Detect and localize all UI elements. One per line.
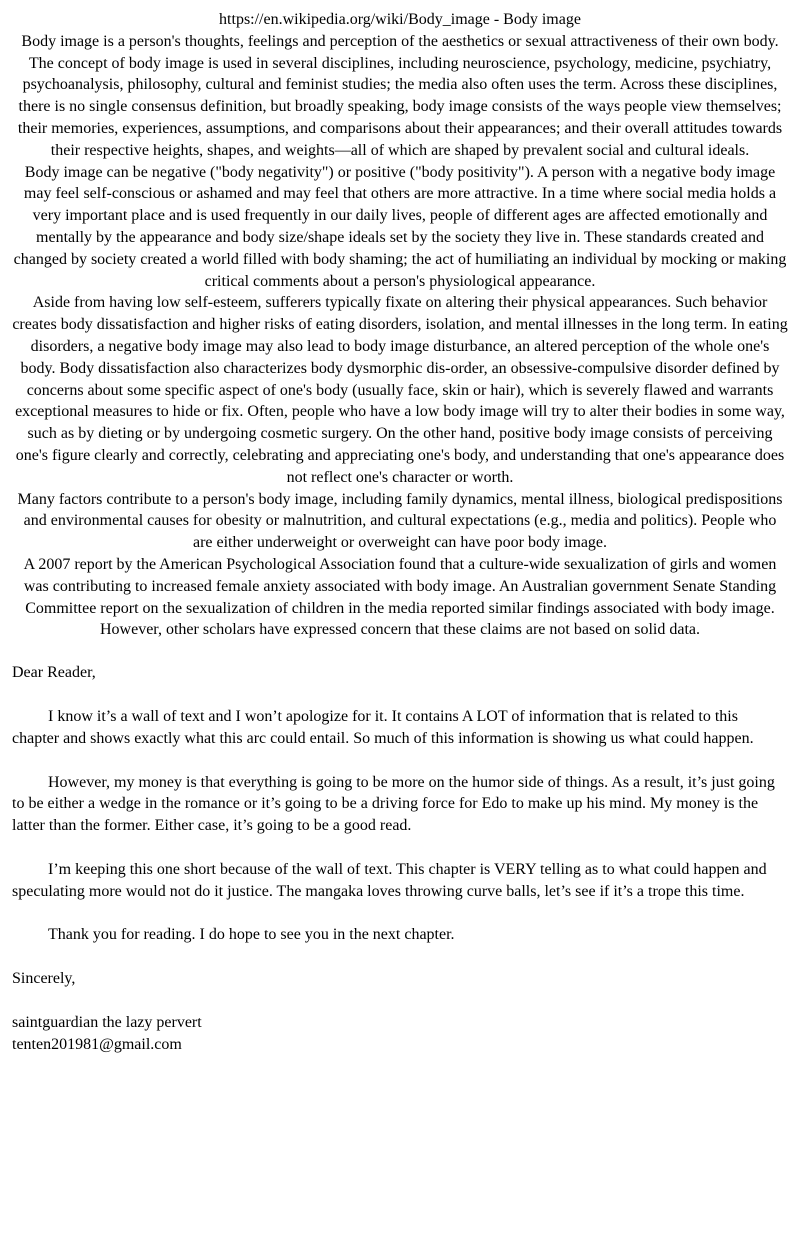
article-paragraph: Body image can be negative ("body negativity") or positive ("body positivity"). A person with a negative body image may feel self-conscious or ashamed and may feel that others are more attractive. In a time where social media holds a very important place and is used frequently in our daily lives, people of different ages are affected emotionally and mentally by the appearance and body size/shape ideals set by the society they live in. These standards created and changed by society created a world filled with body shaming; the act of humiliating an individual by mocking or making critical comments about a person's physiological appearance. <box>13 163 787 290</box>
letter-paragraph: I know it’s a wall of text and I won’t apologize for it. It contains A LOT of information that is related to this chapter and shows exactly what this arc could entail. So much of this information is showing us what could happen. <box>12 707 754 747</box>
signature-email: tenten201981@gmail.com <box>12 1035 182 1053</box>
signature-name: saintguardian the lazy pervert <box>12 1014 202 1032</box>
signature-block <box>12 1012 788 1056</box>
article-excerpt <box>12 9 788 641</box>
letter-paragraph: However, my money is that everything is going to be more on the humor side of things. As a result, it’s just going to be either a wedge in the romance or it’s going to be a driving force for Edo to make up his mind. My money is the latter than the former. Either case, it’s going to be a good read. <box>12 773 775 835</box>
article-paragraph: Body image is a person's thoughts, feelings and perception of the aesthetics or sexual attractiveness of their own body. The concept of body image is used in several disciplines, including neuroscience, psychology, medicine, psychiatry, psychoanalysis, philosophy, cultural and feminist studies; the media also often uses the term. Across these disciplines, there is no single consensus definition, but broadly speaking, body image consists of the ways people view themselves; their memories, experiences, assumptions, and comparisons about their appearances; and their overall attitudes towards their respective heights, shapes, and weights—all of which are shaped by prevalent social and cultural ideals. <box>17 32 783 159</box>
letter-closing: Sincerely, <box>12 970 76 988</box>
letter-paragraph: I’m keeping this one short because of the wall of text. This chapter is VERY telling as to what could happen and speculating more would not do it justice. The mangaka loves throwing curve balls, let’s see if it’s a trope this time. <box>12 860 767 900</box>
article-paragraph: Aside from having low self-esteem, sufferers typically fixate on altering their physical appearances. Such behavior creates body dissatisfaction and higher risks of eating disorders, isolation, and mental illnesses in the long term. In eating disorders, a negative body image may also lead to body image disturbance, an altered perception of the whole one's body. Body dissatisfaction also characterizes body dysmorphic dis-order, an obsessive-compulsive disorder defined by concerns about some specific aspect of one's body (usually face, skin or hair), which is severely flawed and warrants exceptional measures to hide or fix. Often, people who have a low body image will try to alter their bodies in some way, such as by dieting or by undergoing cosmetic surgery. On the other hand, positive body image consists of perceiving one's figure clearly and correctly, celebrating and appreciating one's body, and understanding that one's appearance does not reflect one's character or worth. <box>12 294 788 486</box>
letter-paragraph: Thank you for reading. I do hope to see you in the next chapter. <box>48 926 455 944</box>
article-paragraph: A 2007 report by the American Psychological Association found that a culture-wide sexualization of girls and women was contributing to increased female anxiety associated with body image. An Australian government Senate Standing Committee report on the sexualization of children in the media reported similar findings associated with body image. However, other scholars have expressed concern that these claims are not based on solid data. <box>23 555 777 639</box>
source-line: https://en.wikipedia.org/wiki/Body_image - Body image <box>219 11 581 28</box>
article-paragraph: Many factors contribute to a person's body image, including family dynamics, mental illness, biological predispositions and environmental causes for obesity or malnutrition, and cultural expectations (e.g., media and politics). People who are either underweight or overweight can have poor body image. <box>17 490 783 552</box>
letter-greeting: Dear Reader, <box>12 664 96 682</box>
reader-letter <box>12 662 788 1056</box>
